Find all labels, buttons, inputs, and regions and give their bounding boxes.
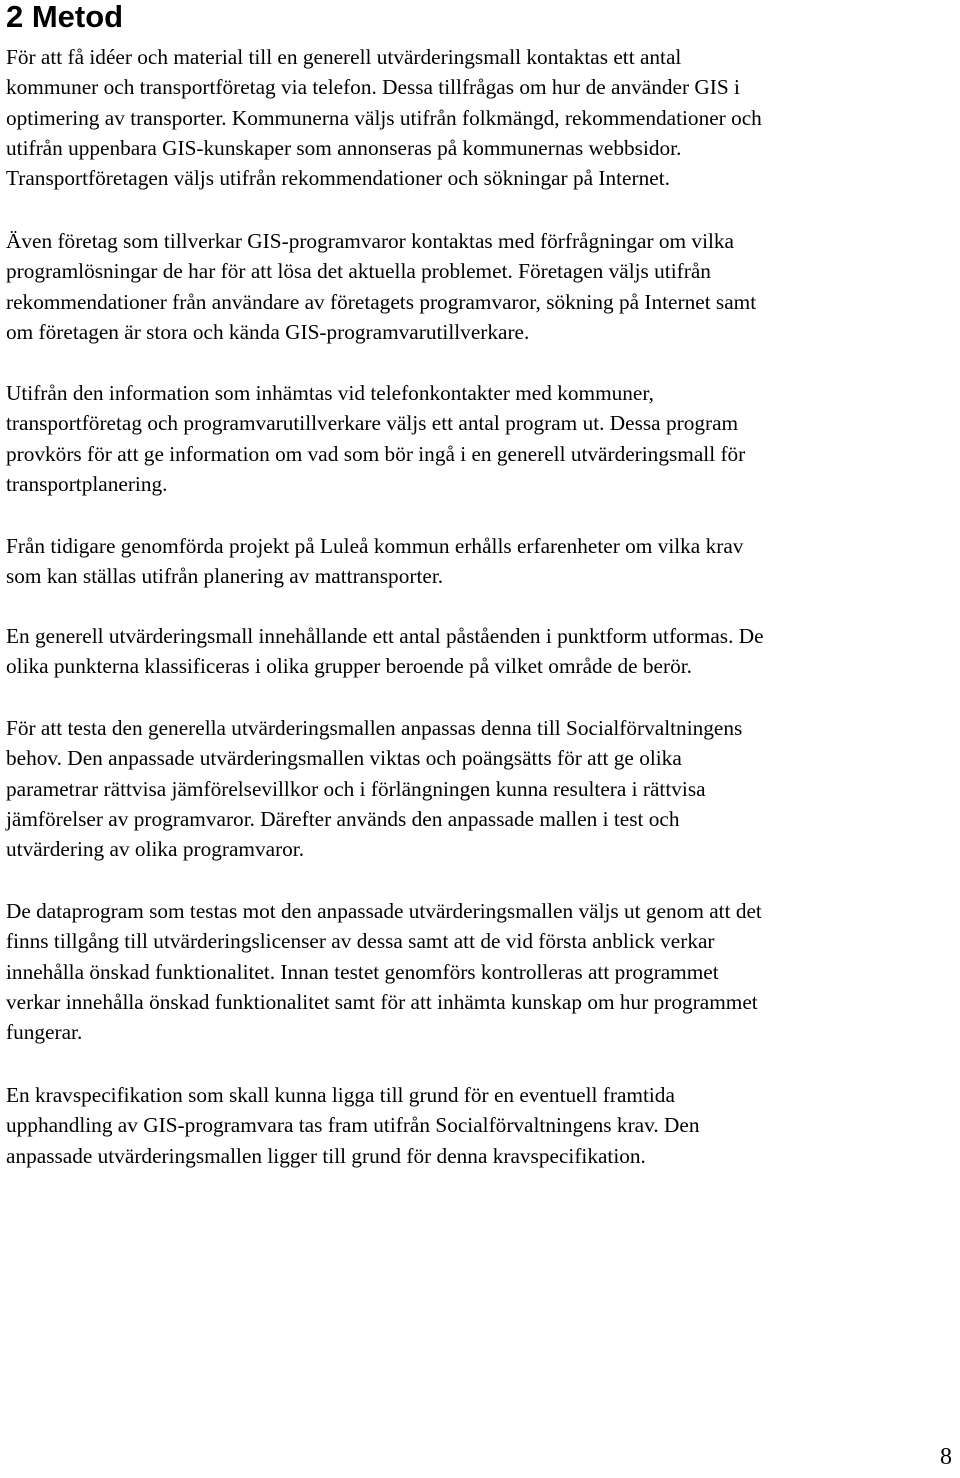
text-line: innehålla önskad funktionalitet. Innan testet genomförs kontrolleras att programmet [6, 959, 719, 984]
text-line: transportplanering. [6, 471, 168, 496]
text-line: En generell utvärderingsmall innehållande ett antal påståenden i punktform utformas. De [6, 624, 764, 648]
text-line: transportföretag och programvarutillverkare väljs ett antal program ut. Dessa program [6, 411, 739, 436]
paragraph-8 [6, 1080, 954, 1171]
text-line: optimering av transporter. Kommunerna väljs utifrån folkmängd, rekommendationer och [6, 105, 762, 130]
text-line: En kravspecifikation som skall kunna ligga till grund för en eventuell framtida [6, 1083, 675, 1107]
text-line: För att få idéer och material till en generell utvärderingsmall kontaktas ett antal [6, 45, 682, 69]
text-line: utvärdering av olika programvaror. [6, 837, 305, 862]
text-line: behov. Den anpassade utvärderingsmallen viktas och poängsätts för att ge olika [6, 746, 682, 771]
document-page [6, 0, 954, 1168]
text-line: Transportföretagen väljs utifrån rekommendationer och sökningar på Internet. [6, 166, 670, 191]
text-line: anpassade utvärderingsmallen ligger till grund för denna kravspecifikation. [6, 1143, 646, 1168]
text-line: För att testa den generella utvärderingsmallen anpassas denna till Socialförvaltningens [6, 716, 743, 740]
paragraph-3 [6, 378, 954, 499]
paragraph-6 [6, 713, 954, 864]
text-line: verkar innehålla önskad funktionalitet samt för att inhämta kunskap om hur programmet [6, 989, 758, 1014]
text-line: olika punkterna klassificeras i olika grupper beroende på vilket område de berör. [6, 654, 692, 679]
text-line: Även företag som tillverkar GIS-programvaror kontaktas med förfrågningar om vilka [6, 229, 735, 253]
text-line: De dataprogram som testas mot den anpassade utvärderingsmallen väljs ut genom att det [6, 899, 762, 923]
page-number: 8 [940, 1444, 952, 1470]
paragraph-4 [6, 531, 954, 592]
paragraph-5 [6, 621, 954, 682]
paragraph-2 [6, 226, 954, 347]
text-line: Från tidigare genomförda projekt på Luleå kommun erhålls erfarenheter om vilka krav [6, 534, 744, 558]
text-line: parametrar rättvisa jämförelsevillkor och i förlängningen kunna resultera i rättvisa [6, 776, 706, 801]
text-line: kommuner och transportföretag via telefon. Dessa tillfrågas om hur de använder GIS i [6, 75, 740, 100]
text-line: jämförelser av programvaror. Därefter används den anpassade mallen i test och [6, 806, 680, 831]
text-line: fungerar. [6, 1020, 83, 1045]
text-line: upphandling av GIS-programvara tas fram utifrån Socialförvaltningens krav. Den [6, 1113, 700, 1138]
text-line: Utifrån den information som inhämtas vid telefonkontakter med kommuner, [6, 381, 654, 405]
paragraph-7 [6, 896, 954, 1047]
text-line: programlösningar de har för att lösa det aktuella problemet. Företagen väljs utifrån [6, 259, 711, 284]
text-line: rekommendationer från användare av företagets programvaror, sökning på Internet samt [6, 289, 757, 314]
section-heading: 2 Metod [6, 0, 124, 34]
text-line: finns tillgång till utvärderingslicenser av dessa samt att de vid första anblick verkar [6, 929, 715, 954]
text-line: provkörs för att ge information om vad som bör ingå i en generell utvärderingsmall för [6, 441, 746, 466]
text-line: utifrån uppenbara GIS-kunskaper som annonseras på kommunernas webbsidor. [6, 135, 682, 160]
text-line: som kan ställas utifrån planering av mattransporter. [6, 564, 444, 589]
text-line: om företagen är stora och kända GIS-programvarutillverkare. [6, 319, 530, 344]
paragraph-1 [6, 42, 954, 193]
